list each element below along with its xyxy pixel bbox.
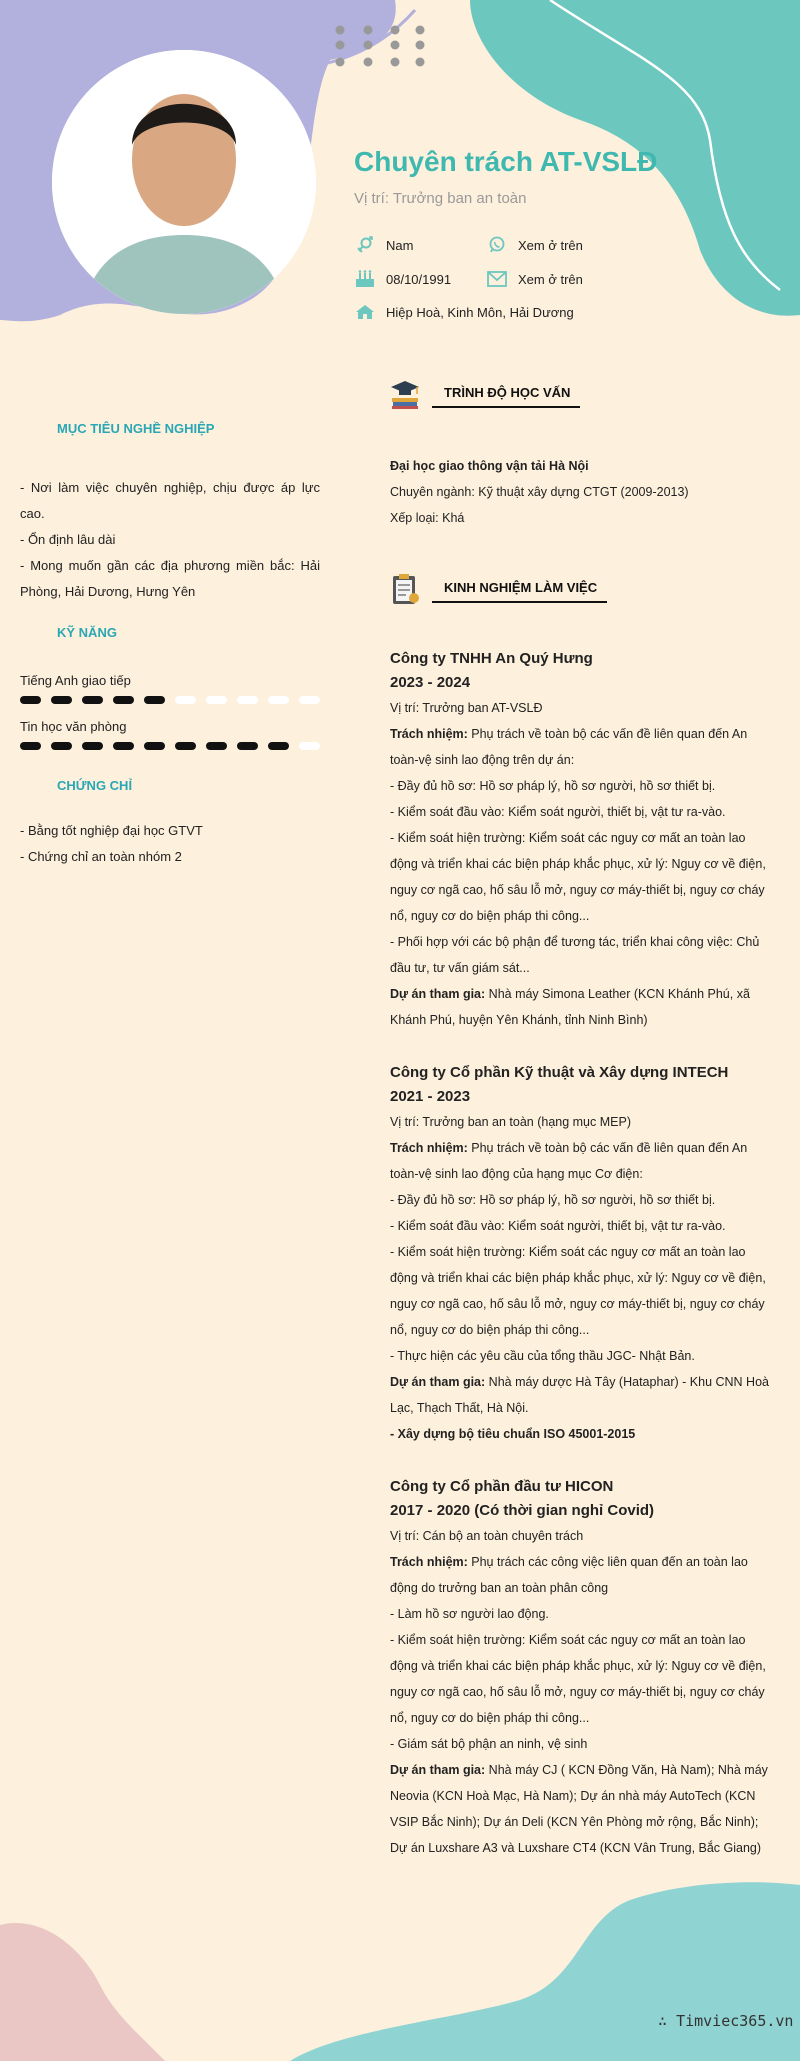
skill-dot-filled [51,696,72,704]
dob-info [354,270,451,288]
logo-icon: ∴ [658,2012,677,2030]
certificate-line: - Chứng chỉ an toàn nhóm 2 [20,849,182,864]
address-info [354,303,574,321]
skill-dot-empty [299,742,320,750]
skill-dot-filled [20,696,41,704]
skill-dot-filled [144,696,165,704]
job-duty-item: - Giám sát bộ phận an ninh, vệ sinh [390,1737,588,1751]
email-value: Xem ở trên [518,271,583,287]
job-period: 2021 - 2023 [390,1088,471,1105]
footer-brand [658,2012,793,2030]
certificates-title: CHỨNG CHỈ [57,778,133,793]
job-role: Vị trí: Cán bộ an toàn chuyên trách [390,1529,584,1543]
job-title: Chuyên trách AT-VSLĐ [354,146,658,177]
profile-photo [52,50,316,314]
skill-dot-empty [237,696,258,704]
skills-title: KỸ NĂNG [57,625,117,640]
home-icon [354,303,376,321]
phone-info [486,236,583,254]
job-duty-item: - Kiểm soát đầu vào: Kiểm soát người, thiết bị, vật tư ra-vào. [390,1219,726,1233]
experience-heading [390,572,607,611]
skill-dot-empty [175,696,196,704]
address-value: Hiệp Hoà, Kinh Môn, Hải Dương [386,304,574,320]
skill-dot-filled [51,742,72,750]
job-entry [390,647,770,1033]
skill-dot-filled [144,742,165,750]
skill-dot-filled [82,696,103,704]
skill-dot-filled [82,742,103,750]
skill-dot-filled [113,742,134,750]
skill-dot-filled [206,742,227,750]
job-project: Dự án tham gia: Nhà máy dược Hà Tây (Hataphar) - Khu CNN Hoà Lạc, Thạch Thất, Hà Nội. [390,1375,769,1415]
career-goal-text [20,475,320,605]
skill-name: Tiếng Anh giao tiếp [20,673,131,688]
education-grade: Xếp loại: Khá [390,511,465,525]
job-duty: Trách nhiệm: Phụ trách các công việc liên quan đến an toàn lao động do trưởng ban an toàn phân công [390,1555,748,1595]
skill-rating-english [20,696,320,704]
envelope-icon [486,270,508,288]
education-major: Chuyên ngành: Kỹ thuật xây dựng CTGT (2009-2013) [390,485,689,499]
birthday-cake-icon [354,270,376,288]
graduation-cap-icon [390,378,420,415]
skill-dot-filled [268,742,289,750]
job-duty-item: - Kiểm soát hiện trường: Kiểm soát các nguy cơ mất an toàn lao động và triển khai các biện pháp khắc phục, xử lý: Nguy cơ về điện, nguy cơ ngã cao, hố sâu lỗ mở, nguy cơ máy-thiết bị, nguy cơ cháy nổ, nguy cơ do biện pháp thi công... [390,831,766,923]
experience-title: KINH NGHIỆM LÀM VIỆC [432,580,607,603]
person-avatar-icon [52,50,316,314]
job-role: Vị trí: Trưởng ban an toàn (hạng mục MEP) [390,1115,631,1129]
job-duty-item: - Kiểm soát hiện trường: Kiểm soát các nguy cơ mất an toàn lao động và triển khai các biện pháp khắc phục, xử lý: Nguy cơ về điện, nguy cơ ngã cao, hố sâu lỗ mở, nguy cơ máy-thiết bị, nguy cơ cháy nổ, nguy cơ do biện pháp thi công... [390,1245,766,1337]
gender-value: Nam [386,237,414,253]
job-period: 2017 - 2020 (Có thời gian nghỉ Covid) [390,1502,655,1519]
phone-icon [486,236,508,254]
job-duty-item: - Đầy đủ hồ sơ: Hồ sơ pháp lý, hồ sơ người, hồ sơ thiết bị. [390,779,716,793]
skill-dot-empty [268,696,289,704]
job-company: Công ty Cổ phần đầu tư HICON [390,1478,614,1495]
dob-value: 08/10/1991 [386,271,452,287]
job-entry [390,1061,770,1447]
career-goal-line: - Mong muốn gần các địa phương miền bắc: Hải Phòng, Hải Dương, Hưng Yên [20,558,320,599]
clipboard-icon [390,572,420,611]
gender-info [354,236,413,254]
job-duty-item: - Làm hồ sơ người lao động. [390,1607,549,1621]
skill-dot-filled [175,742,196,750]
job-duty: Trách nhiệm: Phụ trách về toàn bộ các vấn đề liên quan đến An toàn-vệ sinh lao động của hạng mục Cơ điện: [390,1141,748,1181]
teal-bottom-blob [290,1882,800,2061]
job-project: Dự án tham gia: Nhà máy CJ ( KCN Đồng Văn, Hà Nam); Nhà máy Neovia (KCN Hoà Mạc, Hà Nam); Dự án nhà máy AutoTech (KCN VSIP Bắc Ninh); Dự án Deli (KCN Yên Phòng mở rộng, Bắc Ninh); Dự án Luxshare A3 và Luxshare CT4 (KCN Vân Trung, Bắc Giang) [390,1763,768,1855]
pink-blob [0,1923,165,2061]
job-entry [390,1475,770,1861]
skill-dot-empty [299,696,320,704]
job-duty-item: - Kiểm soát đầu vào: Kiểm soát người, thiết bị, vật tư ra-vào. [390,805,726,819]
certificate-line: - Bằng tốt nghiệp đại học GTVT [20,823,203,838]
education-title: TRÌNH ĐỘ HỌC VẤN [432,385,580,408]
phone-value: Xem ở trên [518,237,583,253]
skill-name: Tin học văn phòng [20,719,127,734]
education-section [390,453,770,531]
skill-dot-filled [237,742,258,750]
career-goal-line: - Nơi làm việc chuyên nghiệp, chịu được áp lực cao. [20,480,320,521]
education-school: Đại học giao thông vận tải Hà Nội [390,459,589,473]
skill-dot-filled [20,742,41,750]
certificates-text [20,818,320,870]
job-role: Vị trí: Trưởng ban AT-VSLĐ [390,701,543,715]
job-position: Vị trí: Trưởng ban an toàn [354,190,527,207]
brand-name: Timviec365.vn [676,2012,794,2030]
career-goal-line: - Ổn định lâu dài [20,532,116,547]
job-extra: - Xây dựng bộ tiêu chuẩn ISO 45001-2015 [390,1427,636,1441]
job-duty-item: - Kiểm soát hiện trường: Kiểm soát các nguy cơ mất an toàn lao động và triển khai các biện pháp khắc phục, xử lý: Nguy cơ về điện, nguy cơ ngã cao, hố sâu lỗ mở, nguy cơ máy-thiết bị, nguy cơ cháy nổ, nguy cơ do biện pháp thi công... [390,1633,766,1725]
email-info [486,270,583,288]
job-project: Dự án tham gia: Nhà máy Simona Leather (KCN Khánh Phú, xã Khánh Phú, huyện Yên Khánh, tỉnh Ninh Bình) [390,987,750,1027]
skill-dot-filled [113,696,134,704]
job-duty: Trách nhiệm: Phụ trách về toàn bộ các vấn đề liên quan đến An toàn-vệ sinh lao động trên dự án: [390,727,748,767]
job-company: Công ty Cổ phần Kỹ thuật và Xây dựng INTECH [390,1064,729,1081]
job-company: Công ty TNHH An Quý Hưng [390,650,593,667]
job-duty-item: - Thực hiện các yêu cầu của tổng thầu JGC- Nhật Bản. [390,1349,695,1363]
job-duty-item: - Phối hợp với các bộ phận để tương tác, triển khai công việc: Chủ đầu tư, tư vấn giám sát... [390,935,760,975]
skill-rating-office [20,742,320,750]
skill-dot-empty [206,696,227,704]
education-heading [390,378,580,415]
career-goal-title: MỤC TIÊU NGHỀ NGHIỆP [57,421,215,436]
job-duty-item: - Đầy đủ hồ sơ: Hồ sơ pháp lý, hồ sơ người, hồ sơ thiết bị. [390,1193,716,1207]
gender-icon [354,236,376,254]
job-period: 2023 - 2024 [390,674,471,691]
